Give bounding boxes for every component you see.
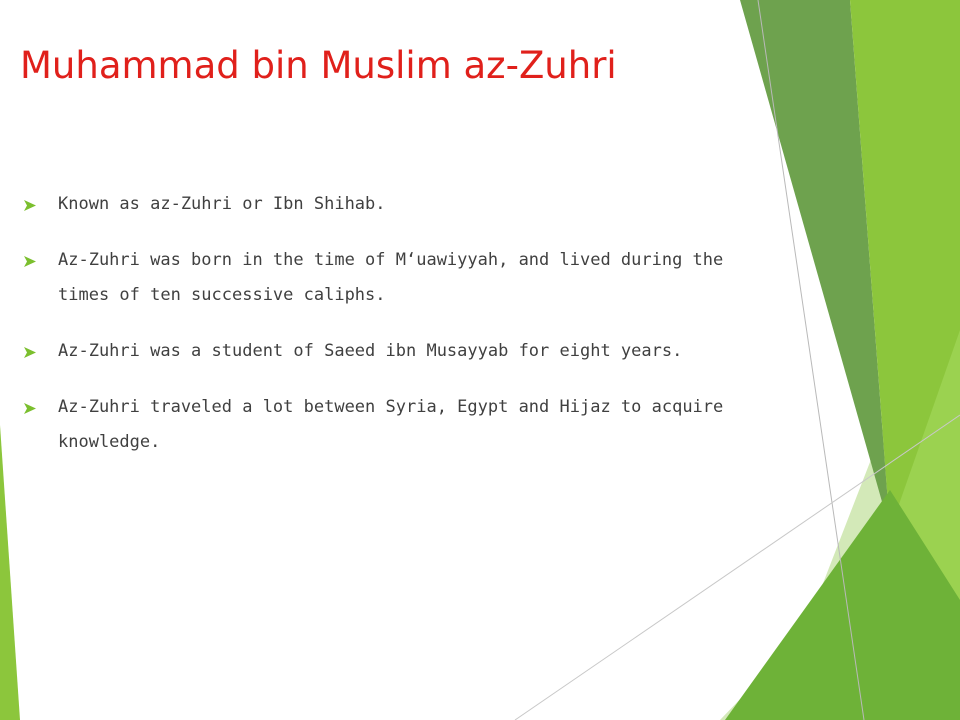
bullet-item [24, 334, 784, 369]
bullet-item [24, 243, 784, 313]
arrowhead-icon [24, 256, 36, 267]
arrowhead-icon [24, 403, 36, 414]
facet-left-wedge [0, 425, 20, 720]
bullet-text: Az-Zuhri was born in the time of M‘uawiyyah, and lived during the times of ten successive caliphs. [58, 250, 724, 305]
bullet-text: Az-Zuhri was a student of Saeed ibn Musayyab for eight years. [58, 341, 683, 361]
slide-title: Muhammad bin Muslim az-Zuhri [20, 44, 617, 87]
bullet-item [24, 187, 784, 222]
bullet-item [24, 390, 784, 460]
bullet-list [24, 187, 784, 481]
arrowhead-icon [24, 200, 36, 211]
bullet-text: Az-Zuhri traveled a lot between Syria, Egypt and Hijaz to acquire knowledge. [58, 397, 724, 452]
arrowhead-icon [24, 347, 36, 358]
bullet-text: Known as az-Zuhri or Ibn Shihab. [58, 194, 386, 214]
